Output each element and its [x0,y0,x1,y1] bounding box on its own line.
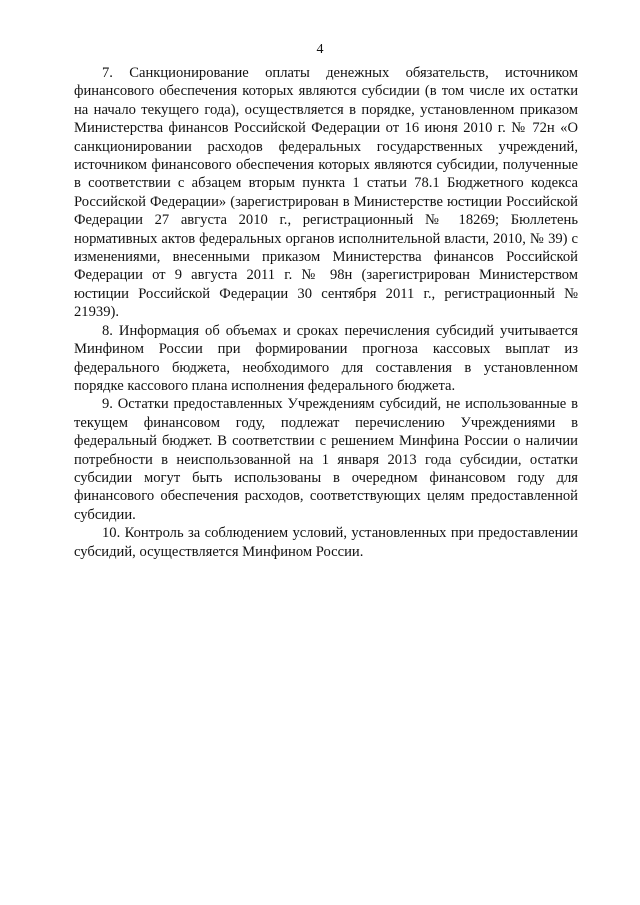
page-number: 4 [316,42,324,57]
paragraph-8: 8. Информация об объемах и сроках перечисления субсидий учитывается Минфином России при формировании прогноза кассовых выплат из федерального бюджета, необходимого для составления в установленном порядке кассового плана исполнения федерального бюджета. [74,322,578,394]
paragraph-7: 7. Санкционирование оплаты денежных обязательств, источником финансового обеспечения которых являются субсидии (в том числе их остатки на начало текущего года), осуществляется в порядке, установленном приказом Министерства финансов Российской Федерации от 16 июня 2010 г. № 72н «О санкционировании расходов федеральных государственных учреждений, источником финансового обеспечения которых являются субсидии, полученные в соответствии с абзацем вторым пункта 1 статьи 78.1 Бюджетного кодекса Российской Федерации» (зарегистрирован в Министерстве юстиции Российской Федерации 27 августа 2010 г., регистрационный № 18269; Бюллетень нормативных актов федеральных органов исполнительной власти, 2010, № 39) с изменениями, внесенными приказом Министерства финансов Российской Федерации от 9 августа 2011 г. № 98н (зарегистрирован Министерством юстиции Российской Федерации 30 сентября 2011 г., регистрационный № 21939). [74,65,578,321]
document-body [74,64,578,561]
paragraph-10: 10. Контроль за соблюдением условий, установленных при предоставлении субсидий, осуществляется Минфином России. [74,525,578,560]
paragraph-9: 9. Остатки предоставленных Учреждениям субсидий, не использованные в текущем финансовом году, подлежат перечислению Учреждениями в федеральный бюджет. В соответствии с решением Минфина России о наличии потребности в неиспользованной на 1 января 2013 года субсидии, остатки субсидии могут быть использованы в очередном финансовом году для финансового обеспечения расходов, соответствующих целям предоставленной субсидии. [74,396,578,523]
